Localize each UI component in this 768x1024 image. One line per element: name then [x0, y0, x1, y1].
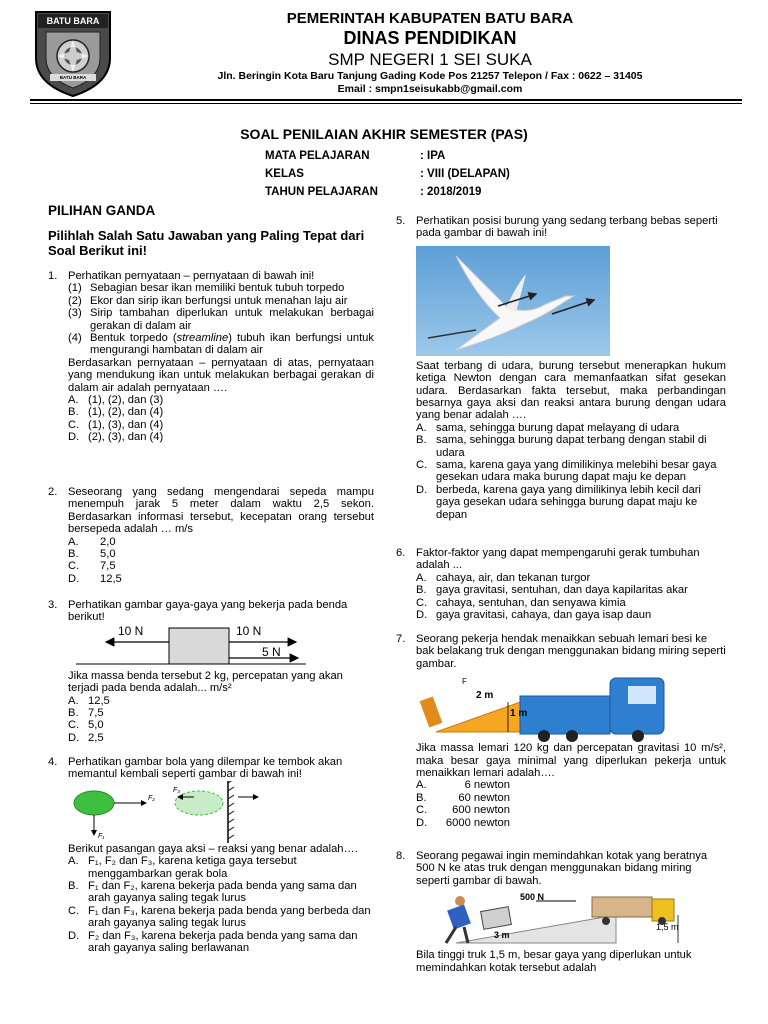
question-number: 1. [48, 270, 58, 282]
ramp-height-label: 1,5 m [656, 922, 679, 933]
question-4 [48, 756, 374, 954]
section-heading: PILIHAN GANDA [48, 203, 156, 218]
force-label-bottom: 5 N [262, 644, 281, 659]
header-address: Jln. Beringin Kota Baru Tanjung Gading Kode Pos 21257 Telepon / Fax : 0622 – 31405 [217, 70, 643, 82]
question-number: 2. [48, 486, 58, 498]
answer-option[interactable]: D. 2,5 [68, 731, 104, 744]
answer-option[interactable]: B. (1), (2), dan (4) [68, 406, 164, 419]
force-label-right: 10 N [236, 623, 262, 638]
answer-option[interactable]: D. berbeda, karena gaya yang dimilikinya lebih kecil dari gaya gesekan udara sehingga burung dapat maju ke depan [416, 483, 701, 521]
question-stem: Perhatikan pernyataan – pernyataan di bawah ini! [68, 270, 315, 282]
question-number: 4. [48, 756, 58, 768]
logo-text: BATU BARA [46, 16, 100, 26]
statement-item: (4) Bentuk torpedo (streamline) tubuh ikan berfungsi untuk mengurangi hambatan di dalam air [68, 332, 375, 357]
statement-item: (3) Sirip tambahan diperlukan untuk melakukan berbagai gerakan di dalam air [68, 307, 374, 332]
question-followup: Bila tinggi truk 1,5 m, besar gaya yang diperlukan untuk memindahkan kotak tersebut adalah [416, 949, 692, 974]
meta-label: MATA PELAJARAN [265, 150, 370, 162]
meta-row [265, 150, 445, 162]
weight-label: 500 N [520, 892, 545, 903]
force-label: F [462, 677, 467, 687]
answer-option[interactable]: A. cahaya, air, dan tekanan turgor [416, 571, 591, 584]
header-department: DINAS PENDIDIKAN [343, 28, 517, 48]
question-2 [48, 486, 374, 585]
question-stem: Perhatikan posisi burung yang sedang terbang bebas seperti pada gambar di bawah ini! [416, 215, 718, 240]
answer-option[interactable]: D. 12,5 [68, 572, 122, 585]
question-stem: Seseorang yang sedang mengendarai sepeda mampu menempuh jarak 5 meter dalam waktu 2,5 sekon. Berdasarkan informasi tersebut, kecepatan orang tersebut bersepeda adalah … m/s [68, 486, 374, 536]
statement-item: (2) Ekor dan sirip ikan berfungsi untuk menahan laju air [68, 294, 348, 307]
question-number: 6. [396, 547, 406, 559]
question-8 [396, 850, 726, 974]
worker-ramp-diagram [416, 891, 726, 949]
question-stem: Perhatikan gambar bola yang dilempar ke tembok akan memantul kembali seperti gambar di bawah ini! [68, 756, 343, 781]
answer-option[interactable]: A. 12,5 [68, 694, 110, 707]
answer-option[interactable]: D. gaya gravitasi, cahaya, dan gaya isap daun [416, 609, 652, 622]
answer-option[interactable]: C. 5,0 [68, 719, 104, 732]
question-stem: Perhatikan gambar gaya-gaya yang bekerja pada benda berikut! [68, 599, 348, 624]
answer-option[interactable]: B. 60 newton [416, 791, 510, 804]
logo-bottom-text: BATU BARA [59, 75, 87, 80]
meta-row [265, 168, 510, 180]
force-f1-label: F₁ [98, 832, 105, 840]
answer-option[interactable]: D. F₂ dan F₃, karena bekerja pada benda yang sama dan arah gayanya saling berlawanan [68, 929, 358, 955]
question-stem: Seorang pegawai ingin memindahkan kotak yang beratnya 500 N ke atas truk dengan menggunakan bidang miring seperti gambar di bawah. [416, 850, 708, 887]
question-number: 3. [48, 599, 58, 611]
answer-option[interactable]: C. (1), (3), dan (4) [68, 418, 164, 431]
answer-option[interactable]: A. 2,0 [68, 535, 116, 548]
answer-option[interactable]: B. gaya gravitasi, sentuhan, dan daya kapilaritas akar [416, 584, 688, 597]
meta-value: : IPA [420, 150, 446, 162]
question-followup: Berikut pasangan gaya aksi – reaksi yang benar adalah…. [68, 842, 358, 855]
question-number: 5. [396, 215, 406, 227]
statement-item: (1) Sebagian besar ikan memiliki bentuk tubuh torpedo [68, 282, 345, 295]
question-5 [396, 215, 726, 521]
answer-option[interactable]: C. F₁ dan F₃, karena bekerja pada benda yang berbeda dan arah gayanya saling tegak lurus [68, 904, 371, 930]
question-stem: Seorang pekerja hendak menaikkan sebuah lemari besi ke bak belakang truk dengan menggunakan bidang miring seperti gambar. [416, 633, 726, 670]
ball-wall-diagram [68, 781, 374, 843]
section-instruction: Pilihlah Salah Satu Jawaban yang Paling Tepat dari Soal Berikut ini! [48, 228, 365, 258]
exam-title: SOAL PENILAIAN AKHIR SEMESTER (PAS) [240, 126, 528, 142]
force-label-left: 10 N [118, 623, 144, 638]
answer-option[interactable]: C. 600 newton [416, 804, 510, 817]
answer-option[interactable]: C. 7,5 [68, 560, 116, 573]
question-number: 8. [396, 850, 406, 862]
header-school: SMP NEGERI 1 SEI SUKA [328, 50, 532, 69]
question-6 [396, 547, 726, 621]
ramp-length-label: 2 m [476, 690, 494, 702]
force-f2-label: F₂ [148, 794, 155, 802]
answer-option[interactable]: A. F₁, F₂ dan F₃, karena ketiga gaya tersebut menggambarkan gerak bola [68, 855, 297, 880]
meta-label: KELAS [265, 168, 304, 180]
school-logo [30, 8, 116, 98]
question-1 [48, 270, 374, 444]
answer-option[interactable]: B. sama, sehingga burung dapat terbang dengan stabil di udara [416, 434, 707, 459]
answer-option[interactable]: A. 6 newton [416, 779, 510, 792]
question-3 [48, 599, 374, 744]
ramp-height-label: 1 m [510, 708, 528, 720]
answer-option[interactable]: D. (2), (3), dan (4) [68, 431, 164, 444]
question-stem: Faktor-faktor yang dapat mempengaruhi gerak tumbuhan adalah ... [416, 547, 700, 572]
answer-option[interactable]: B. 7,5 [68, 707, 104, 720]
answer-option[interactable]: A. (1), (2), dan (3) [68, 394, 164, 407]
force-f3-label: F₃ [173, 786, 181, 794]
header-government: PEMERINTAH KABUPATEN BATU BARA [286, 10, 574, 27]
question-7 [396, 633, 726, 829]
question-number: 7. [396, 633, 406, 645]
answer-option[interactable]: B. F₁ dan F₂, karena bekerja pada benda yang sama dan arah gayanya saling tegak lurus [68, 880, 357, 905]
answer-option[interactable]: D. 6000 newton [416, 816, 510, 829]
question-followup: Saat terbang di udara, burung tersebut menerapkan hukum ketiga Newton dengan cara memanfaatkan sifat gesekan udara. Berdasarkan fakta tersebut, maka perbandingan besarnya gaya aksi dan reaksi antara burung dengan udara yang benar adalah …. [416, 359, 726, 422]
ramp-length-label: 3 m [494, 930, 510, 941]
answer-option[interactable]: B. 5,0 [68, 548, 116, 561]
question-followup: Jika massa benda tersebut 2 kg, percepatan yang akan terjadi pada benda adalah... m/s² [68, 669, 343, 695]
truck-ramp-diagram [416, 674, 726, 742]
meta-value: : 2018/2019 [420, 186, 482, 198]
question-followup: Jika massa lemari 120 kg dan percepatan gravitasi 10 m/s², maka besar gaya minimal yang diperlukan pekerja untuk menaikkan lemari adalah…. [416, 742, 726, 780]
question-followup: Berdasarkan pernyataan – pernyataan di atas, pernyataan yang mendukung ikan untuk melakukan berbagai gerakan di dalam air adalah pernyataan …. [68, 356, 374, 394]
answer-option[interactable]: C. sama, karena gaya yang dimilikinya melebihi besar gaya gesekan udara maka burung dapat maju ke depan [416, 459, 717, 484]
bird-photo [416, 246, 726, 356]
header-rule [30, 99, 742, 101]
header-rule-thin [30, 103, 742, 104]
force-diagram [68, 624, 374, 670]
header-email: Email : smpn1seisukabb@gmail.com [337, 83, 523, 95]
answer-option[interactable]: C. cahaya, sentuhan, dan senyawa kimia [416, 596, 626, 609]
meta-row [265, 186, 481, 198]
meta-label: TAHUN PELAJARAN [265, 186, 378, 198]
meta-value: : VIII (DELAPAN) [420, 168, 510, 180]
answer-option[interactable]: A. sama, sehingga burung dapat melayang di udara [416, 421, 680, 434]
